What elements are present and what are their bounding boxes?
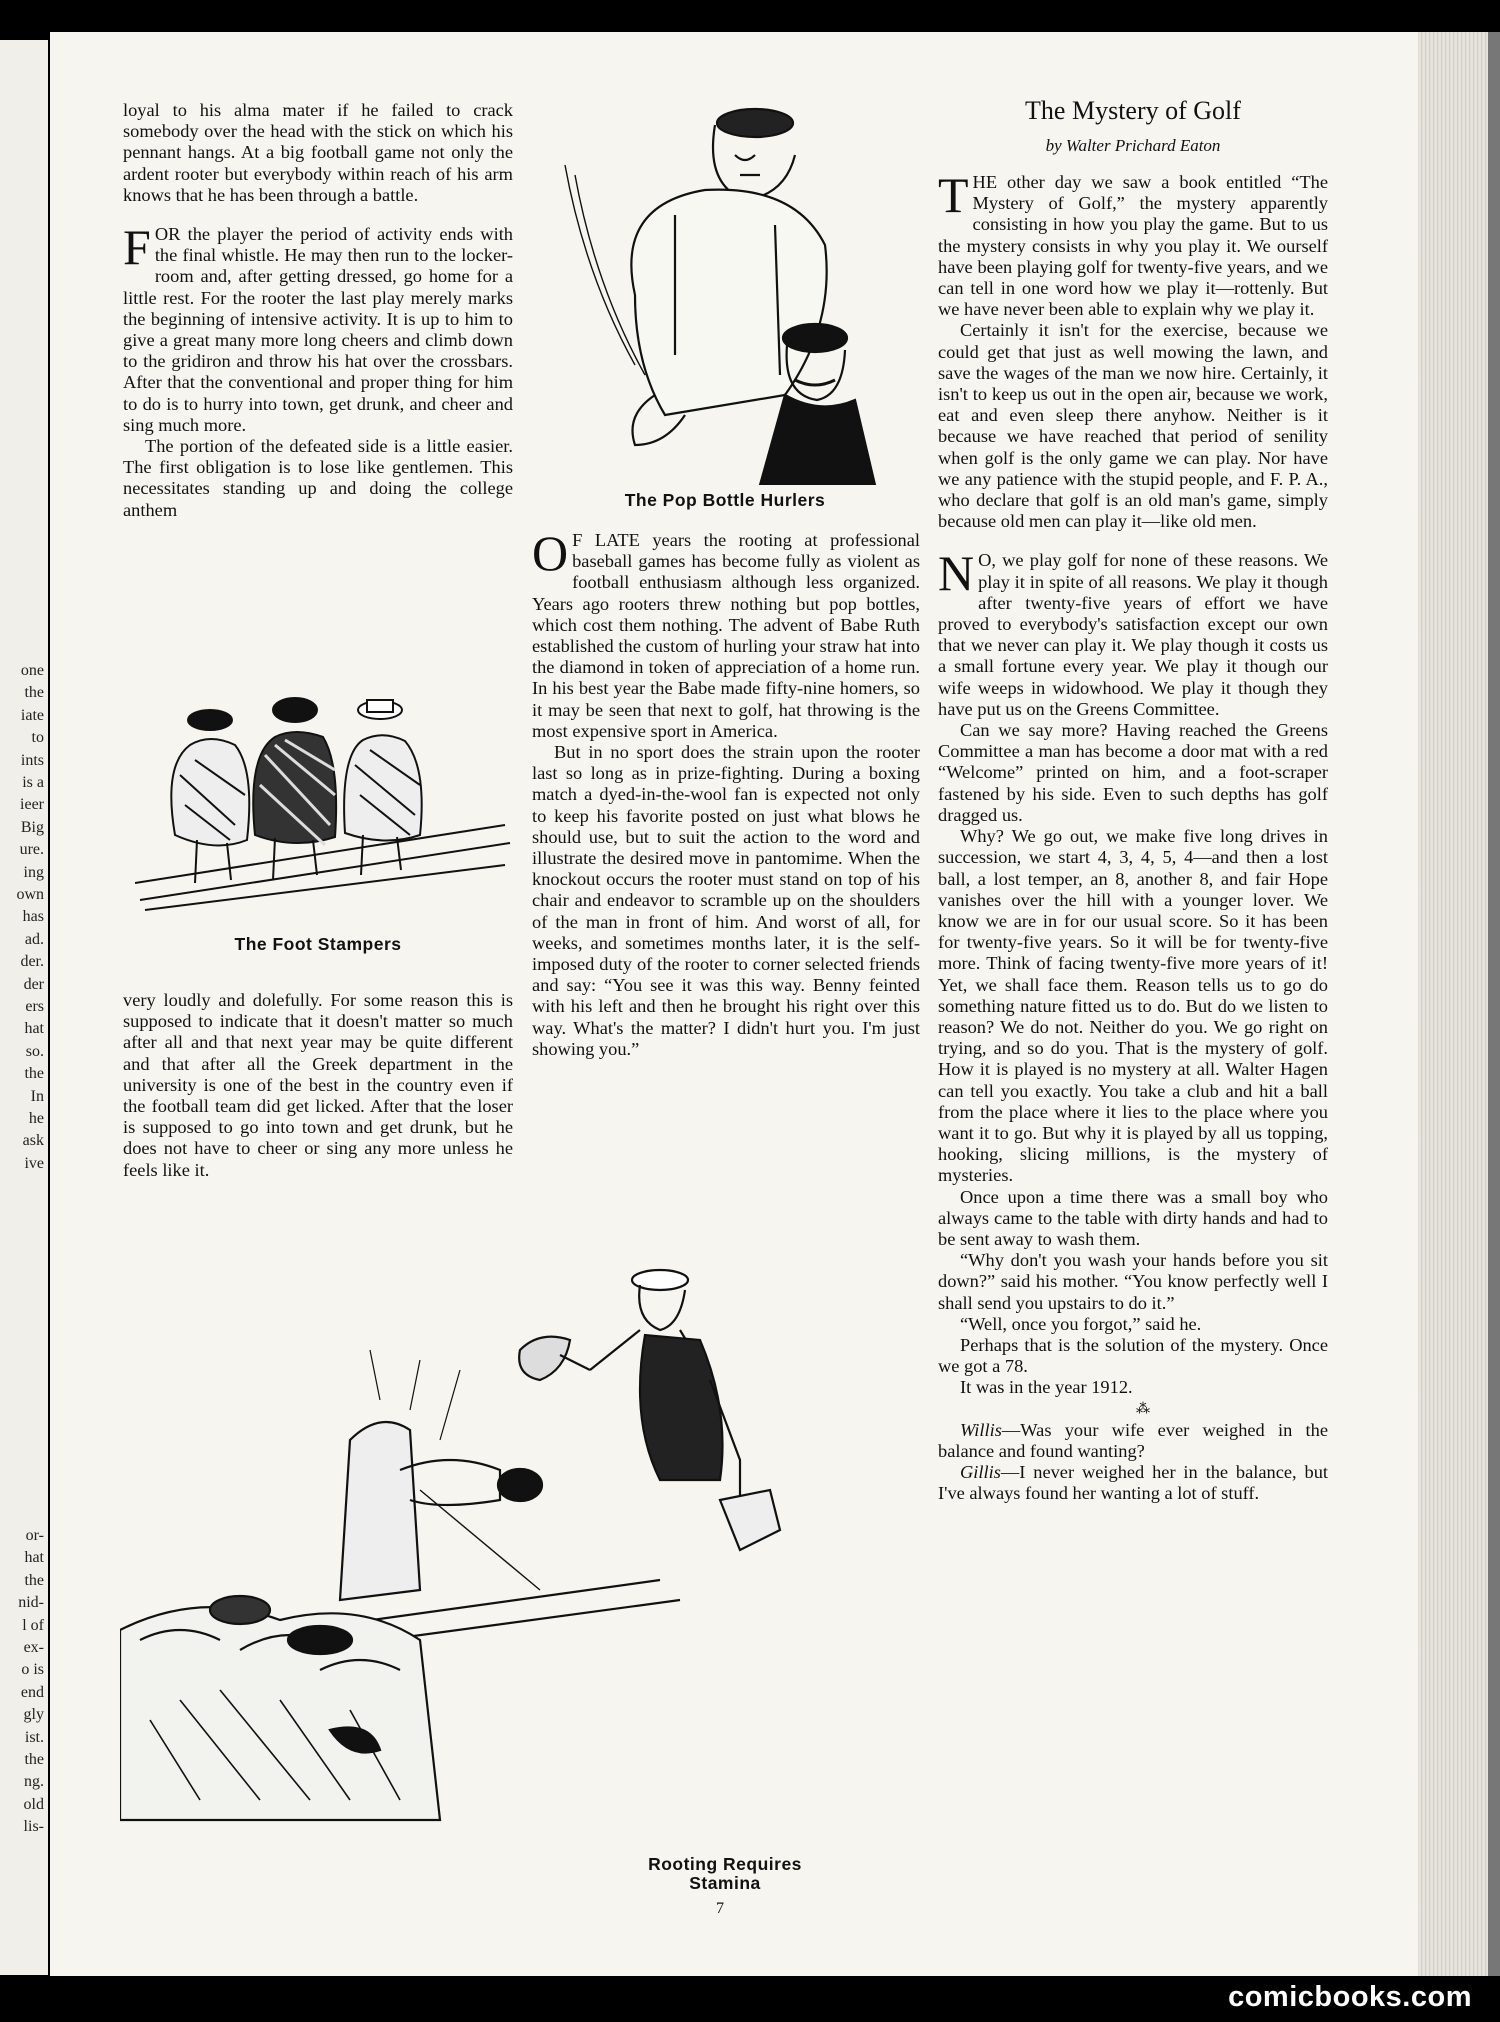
previous-page-text-fragment: nid-	[18, 1594, 44, 1612]
caption-line: Rooting Requires	[648, 1854, 802, 1874]
paragraph: “Well, once you forgot,” said he.	[960, 1313, 1202, 1334]
previous-page-text-fragment: the	[24, 1065, 44, 1083]
paragraph: Why? We go out, we make five long drives in succession, we start 4, 3, 4, 5, 4—and then a lost ball, a lost temper, an 8, another 8, and fair Hope vanishes over the hill with a younger lover. We know we are in for our usual score. So it has been for twenty-five years. So it will be for twenty-five more. Think of facing twenty-five more years of it! Yet, we shall face them. Reason tells us to go do something nature fitted us to do. But do we listen to reason? We do not. Neither do you. We go right on trying, and so do you. That is the mystery of golf. How it is played is no mystery at all. Walter Hagen can tell you exactly. You take a club and hit a ball from the place where it lies to the place where you want it to go. But why it is played by all us topping, hooking, slicing millions, is the mystery of mysteries.	[938, 826, 1328, 1186]
binding-edge	[1488, 32, 1500, 1976]
previous-page-text-fragment: or-	[25, 1527, 44, 1544]
article-title: The Mystery of Golf	[1025, 96, 1241, 125]
drop-cap: O	[532, 525, 569, 581]
paragraph: FOR the player the period of activity ends with the final whistle. He may then run to the locker-room and, after getting dressed, go home for a little rest. For the rooter the last play merely marks the beginning of intensive activity. It is up to him to give a great many more long cheers and climb down to the gridiron and throw his hat over the crossbars. After that the conventional and proper thing for him to do is to hurry into town, get drunk, and cheer and sing much more.	[123, 219, 513, 435]
middle-column	[532, 525, 920, 1060]
paragraph: very loudly and dolefully. For some reason this is supposed to indicate that it doesn't matter so much after all and that next year may be quite different and that after all the Greek department in the university is one of the best in the country even if the football team did get licked. After that the loser is supposed to go into town and get drunk, but he does not have to cheer or sing any more unless he feels like it.	[123, 990, 513, 1180]
previous-page-text-fragment: one	[20, 662, 44, 679]
previous-page-text-fragment: der	[23, 975, 44, 993]
drop-cap: N	[938, 545, 975, 602]
previous-page-text-fragment: In	[30, 1087, 44, 1105]
paragraph: The portion of the defeated side is a little easier. The first obligation is to lose like gentlemen. This necessitates standing up and doing the college anthem	[123, 436, 513, 520]
previous-page-text-fragment: has	[22, 908, 44, 926]
previous-page-text-fragment: ure.	[19, 841, 44, 859]
paragraph: Certainly it isn't for the exercise, because we could get that just as well mowing the lawn, and save the wages of the man we now hire. Certainly, it isn't to keep us out in the open air, because we work, eat and even sleep there anyhow. Neither is it because we have reached that period of senility when golf is the only game we can play. Nor have we any patience with the stupid people, and F. P. A., who declare that golf is an old man's game, simply because old men can play it—like old men.	[938, 320, 1328, 532]
previous-page-text-fragment: ing	[23, 863, 44, 881]
left-column	[123, 100, 513, 521]
previous-page-text-fragment: ers	[25, 998, 44, 1015]
drop-cap: F	[123, 219, 151, 276]
joke-line: Willis—Was your wife ever weighed in the balance and found wanting?	[938, 1419, 1328, 1461]
page-stack-edge	[1418, 32, 1488, 1976]
foot-stampers-illustration	[135, 675, 515, 920]
caption-foot-stampers: The Foot Stampers	[234, 934, 402, 954]
paragraph: Can we say more? Having reached the Greens Committee a man has become a door mat with a red “Welcome” printed on him, and a foot-scraper fastened by his side. Even to such depths has golf dragged us.	[938, 720, 1328, 825]
previous-page-text-fragment: ad.	[24, 930, 44, 948]
section-separator: ⁂	[1136, 1401, 1152, 1417]
previous-page-text-fragment: old	[23, 1795, 44, 1813]
previous-page-text-fragment: ask	[22, 1132, 44, 1150]
previous-page-text-fragment: ist.	[24, 1728, 44, 1746]
paragraph: O F LATE years the rooting at professional baseball games has become fully as violent as football enthusiasm although less organized. Years ago rooters threw nothing but pop bottles, which cost them nothing. The advent of Babe Ruth established the custom of hurling your straw hat into the diamond in token of appreciation of a home run. In his best year the Babe made fifty-nine homers, so it may be seen that next to golf, hat throwing is the most expensive sport in America.	[532, 525, 920, 741]
drop-cap: T	[938, 167, 969, 223]
previous-page-text-fragment: o is	[21, 1661, 44, 1679]
previous-page-text-fragment: ieer	[20, 796, 44, 814]
paragraph: N O, we play golf for none of these reasons. We play it in spite of all reasons. We play it though after twenty-five years of effort we have proved to everybody's satisfaction except our own that we never can play it. We play though it costs us a small fortune every year. We play it though our wife weeps in widowhood. We play it though they have put us on the Greens Committee.	[938, 545, 1328, 719]
paragraph: It was in the year 1912.	[960, 1377, 1133, 1398]
previous-page-text-fragment: the	[24, 1571, 44, 1589]
previous-page-text-fragment: ng.	[24, 1773, 44, 1791]
rooting-requires-stamina-illustration	[120, 1260, 900, 1850]
previous-page-text-fragment: he	[28, 1110, 44, 1127]
pop-bottle-hurlers-illustration	[555, 95, 885, 485]
right-column	[938, 167, 1328, 1505]
speaker-name: Willis	[960, 1419, 1002, 1440]
previous-page-text-fragment: is a	[22, 774, 44, 791]
paragraph: Once upon a time there was a small boy who always came to the table with dirty hands and had to be sent away to wash them.	[938, 1186, 1328, 1249]
caption-pop-bottle-hurlers: The Pop Bottle Hurlers	[624, 490, 826, 510]
caption-line: Stamina	[689, 1873, 761, 1893]
paragraph: “Why don't you wash your hands before you sit down?” said his mother. “You know perfectly well I shall send you upstairs to do it.”	[938, 1250, 1328, 1313]
paragraph: Perhaps that is the solution of the mystery. Once we got a 78.	[938, 1334, 1328, 1377]
previous-page-text-fragment: ints	[20, 751, 44, 769]
previous-page-text-fragment: end	[20, 1683, 44, 1701]
previous-page-text-fragment: so.	[25, 1042, 44, 1060]
previous-page-text-fragment: l of	[22, 1616, 44, 1634]
paragraph: THE other day we saw a book entitled “The Mystery of Golf,” the mystery apparently consisting in how you play the game. But to us the mystery consists in why you play it. We ourself have been playing golf for twenty-five years, and we can tell in one word how we play it—rottenly. But we have never been able to explain why we play it.	[938, 167, 1328, 320]
previous-page-edge	[0, 40, 48, 1975]
previous-page-text-fragment: to	[31, 729, 44, 747]
previous-page-text-fragment: the	[24, 1751, 44, 1768]
previous-page-text-fragment: ive	[24, 1154, 44, 1172]
left-column-lower	[123, 990, 513, 1181]
paragraph: But in no sport does the strain upon the rooter last so long as in prize-fighting. During a boxing match a dyed-in-the-wool fan is expected not only to keep his favorite posted on just what blows he should use, but to suit the action to the word and illustrate the desired move in pantomime. When the knockout occurs the rooter must stand on top of his chair and endeavor to scramble up on the shoulders of the man in front of him. And worst of all, for weeks, and sometimes months later, it is the self-imposed duty of the rooter to corner selected friends and say: “You see it was this way. Benny feinted with his left and then he brought his right over this way. What's the matter? I didn't hurt you. I'm just showing you.”	[532, 742, 920, 1059]
joke-line: Gillis—I never weighed her in the balance, but I've always found her wanting a lot of stuff.	[938, 1462, 1328, 1504]
previous-page-text-fragment: hat	[24, 1020, 44, 1038]
previous-page-text-fragment: hat	[24, 1549, 44, 1567]
caption-rooting-requires-stamina	[535, 1855, 915, 1893]
previous-page-text-fragment: own	[16, 886, 44, 903]
paragraph: loyal to his alma mater if he failed to crack somebody over the head with the stick on which his pennant hangs. At a big football game not only the ardent rooter but everybody within reach of his arm knows that he has been through a battle.	[123, 100, 513, 205]
speaker-name: Gillis	[960, 1462, 1001, 1483]
previous-page-text-fragment: iate	[20, 706, 44, 724]
previous-page-text-fragment: the	[24, 684, 44, 702]
previous-page-text-fragment: der.	[20, 953, 44, 971]
previous-page-text-fragment: ex-	[23, 1639, 44, 1656]
article-byline: by Walter Prichard Eaton	[1045, 136, 1221, 155]
previous-page-text-fragment: Big	[20, 818, 44, 836]
previous-page-text-fragment: lis-	[23, 1818, 44, 1836]
watermark: comicbooks.com	[1228, 1981, 1472, 2013]
page-number: 7	[716, 1900, 724, 1917]
previous-page-text-fragment: gly	[23, 1706, 44, 1724]
